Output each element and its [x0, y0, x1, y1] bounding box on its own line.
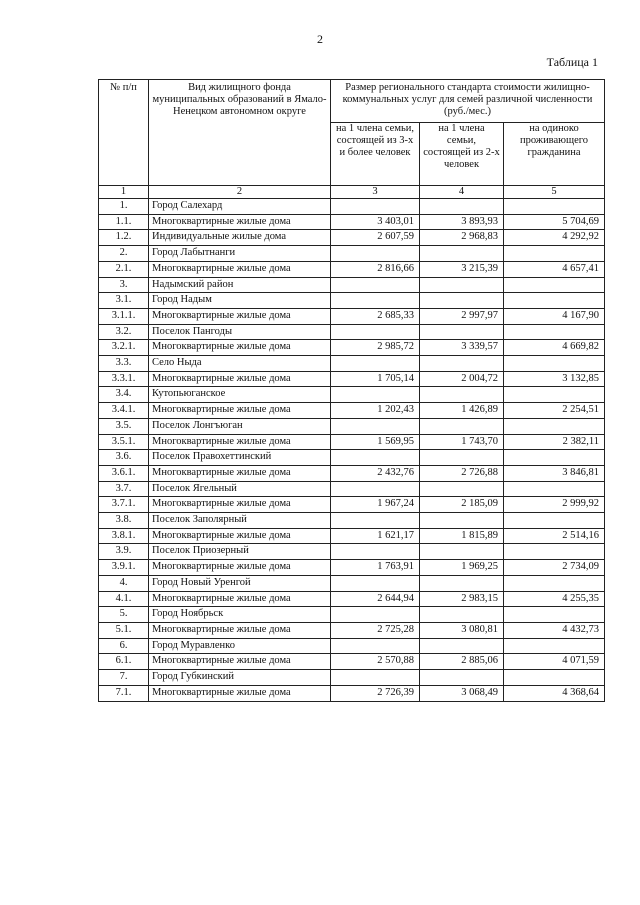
value-single: 2 514,16 [504, 528, 605, 544]
table-row [99, 638, 605, 654]
row-number: 3.8. [99, 513, 149, 529]
row-name: Многоквартирные жилые дома [149, 214, 331, 230]
row-name: Многоквартирные жилые дома [149, 371, 331, 387]
row-number: 3.1. [99, 293, 149, 309]
value-2 [420, 418, 504, 434]
row-name: Многоквартирные жилые дома [149, 497, 331, 513]
value-single [504, 450, 605, 466]
table-label: Таблица 1 [546, 55, 598, 69]
value-3-plus: 2 607,59 [331, 230, 420, 246]
table-row [99, 685, 605, 701]
value-single: 2 999,92 [504, 497, 605, 513]
row-name: Многоквартирные жилые дома [149, 434, 331, 450]
value-2: 2 885,06 [420, 654, 504, 670]
value-2 [420, 324, 504, 340]
value-single: 4 292,92 [504, 230, 605, 246]
column-number: 5 [504, 186, 605, 199]
value-single [504, 418, 605, 434]
value-2 [420, 575, 504, 591]
value-2: 2 004,72 [420, 371, 504, 387]
value-2: 1 426,89 [420, 403, 504, 419]
value-3-plus [331, 324, 420, 340]
row-name: Многоквартирные жилые дома [149, 261, 331, 277]
value-single: 5 704,69 [504, 214, 605, 230]
table-row [99, 230, 605, 246]
value-3-plus [331, 607, 420, 623]
value-single [504, 638, 605, 654]
regional-standard-table [98, 79, 605, 702]
value-3-plus: 1 967,24 [331, 497, 420, 513]
row-number: 7.1. [99, 685, 149, 701]
value-3-plus: 1 705,14 [331, 371, 420, 387]
value-single: 4 071,59 [504, 654, 605, 670]
value-2 [420, 638, 504, 654]
row-name: Многоквартирные жилые дома [149, 340, 331, 356]
row-number: 7. [99, 670, 149, 686]
row-number: 5.1. [99, 622, 149, 638]
header-sub-2: на 1 члена семьи, состоящей из 2-х человек [420, 123, 504, 186]
value-single: 4 255,35 [504, 591, 605, 607]
value-single [504, 324, 605, 340]
value-2: 2 726,88 [420, 465, 504, 481]
column-number-row [99, 186, 605, 199]
row-name: Индивидуальные жилые дома [149, 230, 331, 246]
value-single: 4 167,90 [504, 308, 605, 324]
row-number: 5. [99, 607, 149, 623]
value-3-plus [331, 387, 420, 403]
value-2 [420, 481, 504, 497]
table-row [99, 199, 605, 215]
row-name: Многоквартирные жилые дома [149, 403, 331, 419]
value-3-plus [331, 199, 420, 215]
value-single [504, 544, 605, 560]
value-2 [420, 607, 504, 623]
page-number: 2 [317, 32, 323, 46]
header-row [99, 80, 605, 123]
row-number: 3.3. [99, 356, 149, 372]
value-single [504, 293, 605, 309]
value-single [504, 356, 605, 372]
header-num: № п/п [99, 80, 149, 186]
table-row [99, 607, 605, 623]
row-name: Многоквартирные жилые дома [149, 622, 331, 638]
row-number: 3.6. [99, 450, 149, 466]
value-2: 1 969,25 [420, 560, 504, 576]
row-name: Город Губкинский [149, 670, 331, 686]
value-single: 4 669,82 [504, 340, 605, 356]
value-3-plus [331, 575, 420, 591]
value-2 [420, 356, 504, 372]
value-3-plus: 2 726,39 [331, 685, 420, 701]
value-single [504, 199, 605, 215]
value-2: 3 068,49 [420, 685, 504, 701]
row-name: Город Ноябрьск [149, 607, 331, 623]
row-name: Поселок Лонгъюган [149, 418, 331, 434]
value-3-plus [331, 418, 420, 434]
header-sub-single: на одиноко проживающего гражданина [504, 123, 605, 186]
row-name: Город Муравленко [149, 638, 331, 654]
row-number: 1. [99, 199, 149, 215]
table-row [99, 277, 605, 293]
row-number: 2.1. [99, 261, 149, 277]
row-number: 1.2. [99, 230, 149, 246]
column-number: 4 [420, 186, 504, 199]
table-row [99, 654, 605, 670]
table-row [99, 261, 605, 277]
value-3-plus [331, 246, 420, 262]
value-3-plus: 3 403,01 [331, 214, 420, 230]
value-single [504, 575, 605, 591]
table-row [99, 465, 605, 481]
value-3-plus [331, 544, 420, 560]
table-row [99, 214, 605, 230]
row-number: 3. [99, 277, 149, 293]
row-number: 3.4. [99, 387, 149, 403]
column-number: 3 [331, 186, 420, 199]
value-single: 4 368,64 [504, 685, 605, 701]
column-number: 1 [99, 186, 149, 199]
table-row [99, 403, 605, 419]
value-3-plus [331, 513, 420, 529]
header-size: Размер регионального стандарта стоимости жилищно-коммунальных услуг для семей различной численности (руб./мес.) [331, 80, 605, 123]
value-3-plus [331, 293, 420, 309]
table-row [99, 308, 605, 324]
table-row [99, 670, 605, 686]
table-row [99, 246, 605, 262]
value-2: 3 893,93 [420, 214, 504, 230]
value-2: 2 997,97 [420, 308, 504, 324]
value-2: 1 743,70 [420, 434, 504, 450]
row-name: Многоквартирные жилые дома [149, 685, 331, 701]
row-name: Поселок Ягельный [149, 481, 331, 497]
row-name: Село Ныда [149, 356, 331, 372]
table-row [99, 418, 605, 434]
row-number: 3.9.1. [99, 560, 149, 576]
table-row [99, 560, 605, 576]
table-row [99, 434, 605, 450]
row-number: 3.5. [99, 418, 149, 434]
value-single [504, 481, 605, 497]
table-row [99, 387, 605, 403]
row-number: 1.1. [99, 214, 149, 230]
value-3-plus [331, 356, 420, 372]
value-3-plus: 1 569,95 [331, 434, 420, 450]
value-single: 2 734,09 [504, 560, 605, 576]
table-row [99, 481, 605, 497]
value-2 [420, 450, 504, 466]
row-number: 4.1. [99, 591, 149, 607]
row-name: Надымский район [149, 277, 331, 293]
column-number: 2 [149, 186, 331, 199]
row-name: Кутопьюганское [149, 387, 331, 403]
value-3-plus: 2 985,72 [331, 340, 420, 356]
value-2: 2 983,15 [420, 591, 504, 607]
row-name: Многоквартирные жилые дома [149, 560, 331, 576]
row-number: 2. [99, 246, 149, 262]
row-number: 3.2.1. [99, 340, 149, 356]
row-name: Многоквартирные жилые дома [149, 654, 331, 670]
value-3-plus [331, 277, 420, 293]
row-name: Поселок Пангоды [149, 324, 331, 340]
value-single [504, 277, 605, 293]
table-row [99, 497, 605, 513]
header-sub-3-plus: на 1 члена семьи, состоящей из 3-х и более человек [331, 123, 420, 186]
value-2 [420, 513, 504, 529]
value-3-plus: 1 202,43 [331, 403, 420, 419]
table-row [99, 544, 605, 560]
table-row [99, 371, 605, 387]
value-3-plus [331, 481, 420, 497]
row-number: 6. [99, 638, 149, 654]
row-number: 3.3.1. [99, 371, 149, 387]
row-name: Поселок Правохеттинский [149, 450, 331, 466]
value-2: 1 815,89 [420, 528, 504, 544]
value-3-plus: 1 763,91 [331, 560, 420, 576]
value-2 [420, 670, 504, 686]
row-number: 3.7. [99, 481, 149, 497]
value-3-plus [331, 670, 420, 686]
value-3-plus: 2 816,66 [331, 261, 420, 277]
table-row [99, 324, 605, 340]
row-number: 3.9. [99, 544, 149, 560]
value-single: 2 382,11 [504, 434, 605, 450]
value-2: 3 080,81 [420, 622, 504, 638]
value-2 [420, 293, 504, 309]
row-name: Многоквартирные жилые дома [149, 528, 331, 544]
value-3-plus: 2 644,94 [331, 591, 420, 607]
value-single: 4 657,41 [504, 261, 605, 277]
row-name: Многоквартирные жилые дома [149, 465, 331, 481]
row-number: 3.8.1. [99, 528, 149, 544]
row-number: 3.4.1. [99, 403, 149, 419]
value-2 [420, 544, 504, 560]
value-2: 3 215,39 [420, 261, 504, 277]
row-number: 3.7.1. [99, 497, 149, 513]
row-name: Город Надым [149, 293, 331, 309]
value-3-plus: 2 725,28 [331, 622, 420, 638]
table-row [99, 528, 605, 544]
row-number: 3.6.1. [99, 465, 149, 481]
row-name: Многоквартирные жилые дома [149, 308, 331, 324]
value-2 [420, 199, 504, 215]
value-single [504, 607, 605, 623]
value-single [504, 670, 605, 686]
table-row [99, 575, 605, 591]
value-2 [420, 277, 504, 293]
value-single [504, 387, 605, 403]
row-name: Многоквартирные жилые дома [149, 591, 331, 607]
row-name: Город Салехард [149, 199, 331, 215]
table-row [99, 591, 605, 607]
row-name: Поселок Приозерный [149, 544, 331, 560]
value-2: 3 339,57 [420, 340, 504, 356]
table-row [99, 340, 605, 356]
table-row [99, 513, 605, 529]
value-2: 2 185,09 [420, 497, 504, 513]
row-number: 3.2. [99, 324, 149, 340]
value-3-plus: 1 621,17 [331, 528, 420, 544]
value-single [504, 246, 605, 262]
row-name: Город Лабытнанги [149, 246, 331, 262]
value-single: 2 254,51 [504, 403, 605, 419]
value-3-plus [331, 450, 420, 466]
table-row [99, 450, 605, 466]
table-row [99, 356, 605, 372]
header-type: Вид жилищного фонда муниципальных образований в Ямало-Ненецком автономном округе [149, 80, 331, 186]
row-number: 6.1. [99, 654, 149, 670]
value-2 [420, 387, 504, 403]
row-number: 3.1.1. [99, 308, 149, 324]
table-row [99, 293, 605, 309]
row-number: 3.5.1. [99, 434, 149, 450]
value-single: 3 846,81 [504, 465, 605, 481]
value-3-plus [331, 638, 420, 654]
value-3-plus: 2 432,76 [331, 465, 420, 481]
value-single: 4 432,73 [504, 622, 605, 638]
row-name: Поселок Заполярный [149, 513, 331, 529]
value-single [504, 513, 605, 529]
value-3-plus: 2 570,88 [331, 654, 420, 670]
value-single: 3 132,85 [504, 371, 605, 387]
value-2: 2 968,83 [420, 230, 504, 246]
table-row [99, 622, 605, 638]
row-name: Город Новый Уренгой [149, 575, 331, 591]
value-3-plus: 2 685,33 [331, 308, 420, 324]
value-2 [420, 246, 504, 262]
row-number: 4. [99, 575, 149, 591]
